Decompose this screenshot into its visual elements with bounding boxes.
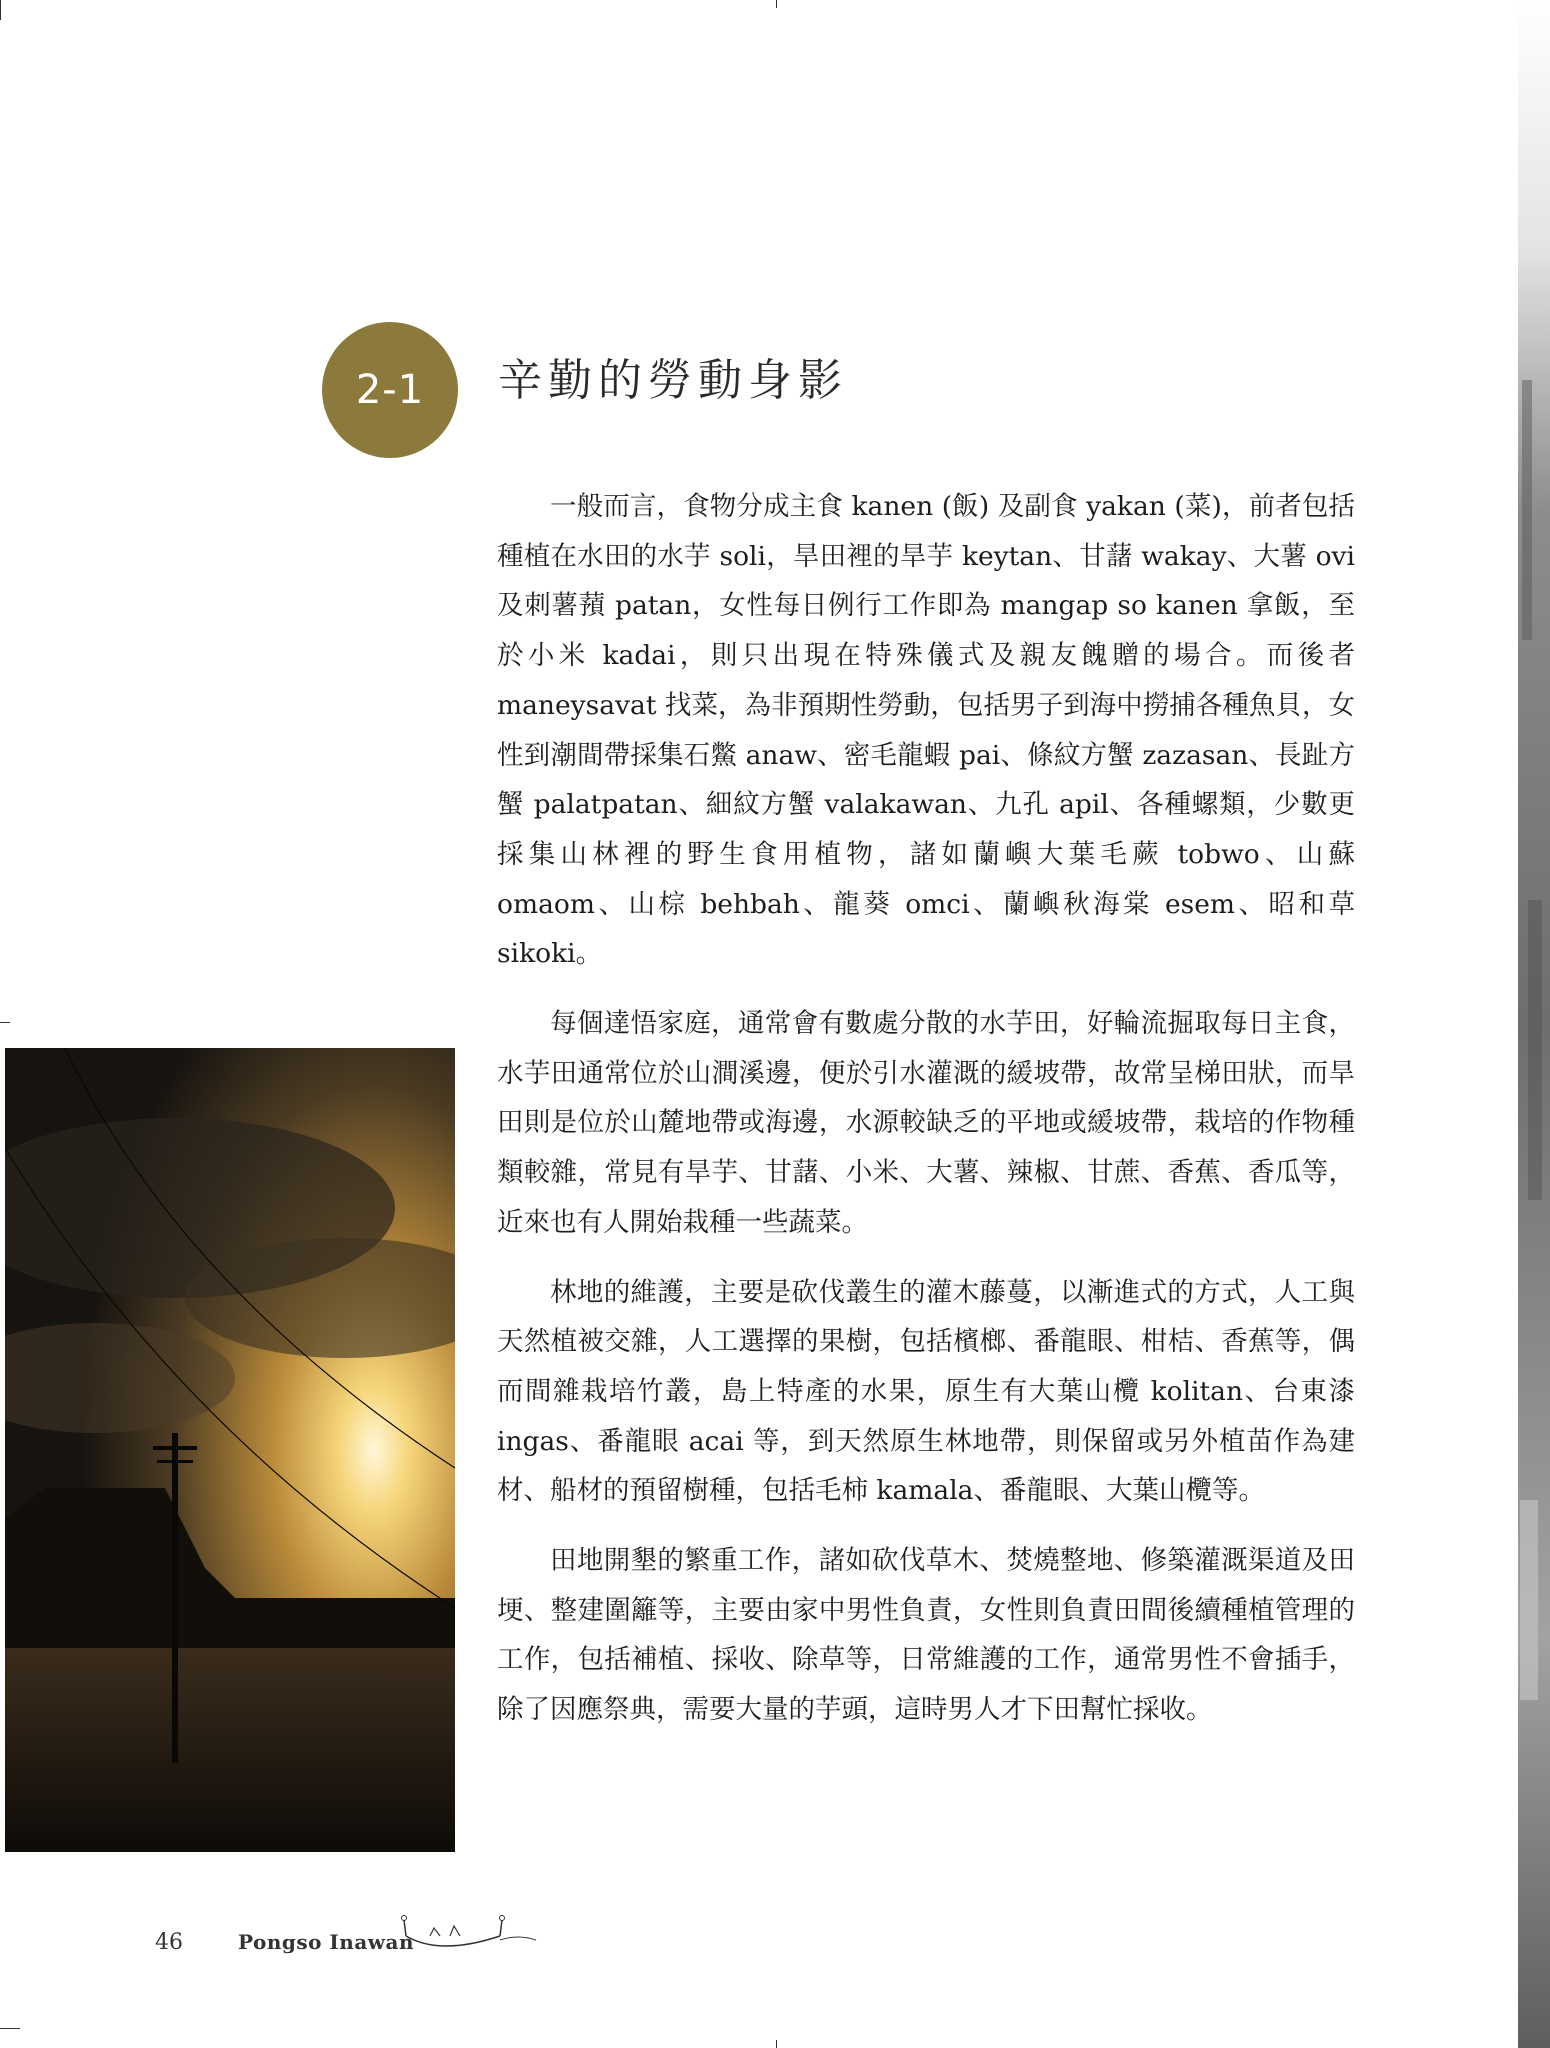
crop-mark (0, 2028, 20, 2029)
canoe-icon (400, 1910, 540, 1964)
section-number: 2-1 (355, 367, 425, 413)
page-number: 46 (155, 1930, 183, 1955)
paragraph: 每個達悟家庭，通常會有數處分散的水芋田，好輪流掘取每日主食，水芋田通常位於山澗溪邊，便於引水灌溉的緩坡帶，故常呈梯田狀，而旱田則是位於山麓地帶或海邊，水源較缺乏的平地或緩坡帶，栽培的作物種類較雜，常見有旱芋、甘藷、小米、大薯、辣椒、甘蔗、香蕉、香瓜等，近來也有人開始栽種一些蔬菜。 (497, 1008, 1355, 1238)
paragraph: 林地的維護，主要是砍伐叢生的灌木藤蔓，以漸進式的方式，人工與天然植被交雜，人工選擇的果樹，包括檳榔、番龍眼、柑桔、香蕉等，偶而間雜栽培竹叢，島上特產的水果，原生有大葉山欖 kolitan、台東漆 ingas、番龍眼 acai 等，到天然原生林地帶，則保留或另外植苗作為建材、船材的預留樹種，包括毛柿 kamala、番龍眼、大葉山欖等。 (497, 1276, 1355, 1507)
crop-mark (0, 1022, 10, 1023)
section-number-badge (322, 322, 458, 458)
paragraph: 田地開墾的繁重工作，諸如砍伐草木、焚燒整地、修築灌溉渠道及田埂、整建圍籬等，主要由家中男性負責，女性則負責田間後續種植管理的工作，包括補植、採收、除草等，日常維護的工作，通常男性不會插手，除了因應祭典，需要大量的芋頭，這時男人才下田幫忙採收。 (497, 1545, 1355, 1726)
paragraph: 一般而言，食物分成主食 kanen (飯) 及副食 yakan (菜)，前者包括種植在水田的水芋 soli，旱田裡的旱芋 keytan、甘藷 wakay、大薯 ovi 及刺薯蕷 patan，女性每日例行工作即為 mangap so kanen 拿飯，至於小米 kadai，則只出現在特殊儀式及親友餽贈的場合。而後者 maneysavat 找菜，為非預期性勞動，包括男子到海中撈捕各種魚貝，女性到潮間帶採集石鱉 anaw、密毛龍蝦 pai、條紋方蟹 zazasan、長趾方蟹 palatpatan、細紋方蟹 valakawan、九孔 apil、各種螺類，少數更採集山林裡的野生食用植物，諸如蘭嶼大葉毛蕨 tobwo、山蘇 omaom、山棕 behbah、龍葵 omci、蘭嶼秋海棠 esem、昭和草 sikoki。 (497, 491, 1355, 970)
crop-mark (0, 0, 1, 20)
edge-photo-strip (1518, 0, 1550, 2048)
sunset-photo (5, 1048, 455, 1852)
section-title: 辛勤的勞動身影 (498, 355, 848, 406)
crop-mark (776, 0, 777, 8)
crop-mark (776, 2040, 777, 2048)
book-title: Pongso Inawan (238, 1930, 415, 1954)
body-text (497, 482, 1355, 1755)
